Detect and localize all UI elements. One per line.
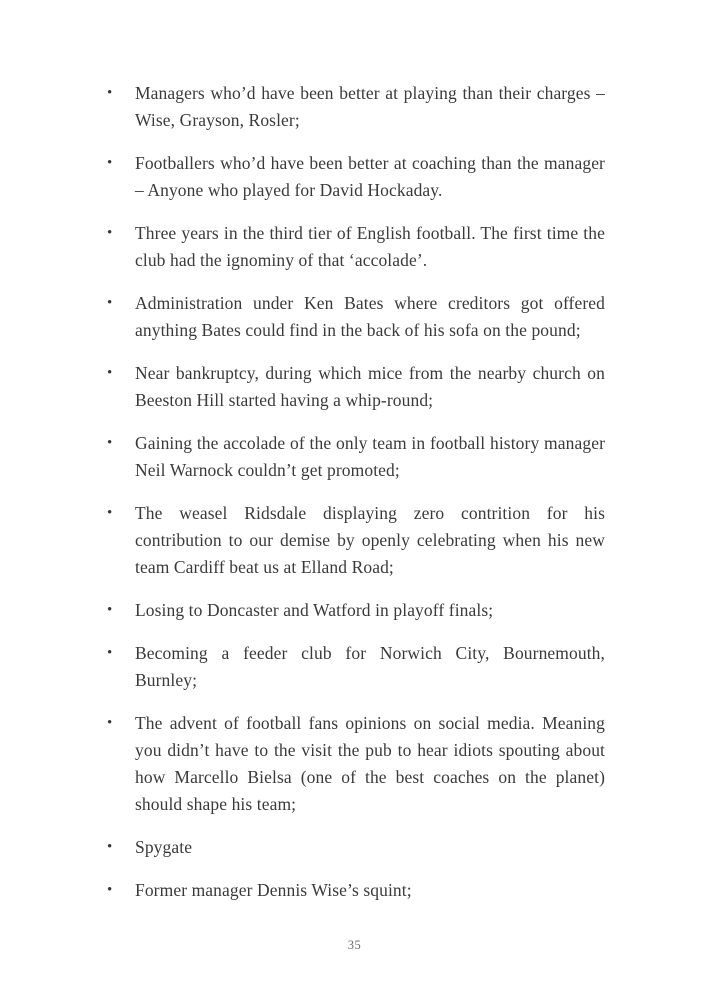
page-footer xyxy=(0,936,709,954)
bullet-text: The weasel Ridsdale displaying zero contrition for his contribution to our demise by openly celebrating when his new team Cardiff beat us at Elland Road; xyxy=(135,503,605,577)
bullet-icon: • xyxy=(107,505,113,521)
bullet-icon: • xyxy=(107,365,113,381)
bullet-text: Three years in the third tier of English football. The first time the club had the ignominy of that ‘accolade’. xyxy=(135,223,605,270)
bullet-icon: • xyxy=(107,602,113,618)
list-item xyxy=(105,834,605,861)
bullet-icon: • xyxy=(107,85,113,101)
bullet-text: Near bankruptcy, during which mice from the nearby church on Beeston Hill started having a whip-round; xyxy=(135,363,605,410)
bullet-icon: • xyxy=(107,295,113,311)
list-item xyxy=(105,877,605,904)
bullet-text: The advent of football fans opinions on social media. Meaning you didn’t have to the visit the pub to hear idiots spouting about how Marcello Bielsa (one of the best coaches on the planet) should shape his team; xyxy=(135,713,605,814)
list-item xyxy=(105,220,605,274)
bullet-text: Losing to Doncaster and Watford in playoff finals; xyxy=(135,600,494,620)
bullet-icon: • xyxy=(107,882,113,898)
list-item xyxy=(105,80,605,134)
page-number: 35 xyxy=(347,938,362,952)
list-item xyxy=(105,710,605,818)
bullet-icon: • xyxy=(107,715,113,731)
bullet-text: Footballers who’d have been better at coaching than the manager – Anyone who played for David Hockaday. xyxy=(135,153,605,200)
list-item xyxy=(105,150,605,204)
list-item xyxy=(105,430,605,484)
bullet-text: Gaining the accolade of the only team in football history manager Neil Warnock couldn’t get promoted; xyxy=(135,433,605,480)
bullet-text: Former manager Dennis Wise’s squint; xyxy=(135,880,412,900)
bullet-list xyxy=(105,80,605,904)
bullet-icon: • xyxy=(107,225,113,241)
list-item xyxy=(105,500,605,581)
bullet-text: Managers who’d have been better at playing than their charges – Wise, Grayson, Rosler; xyxy=(135,83,605,130)
text-block xyxy=(105,80,605,904)
bullet-text: Spygate xyxy=(135,837,193,857)
list-item xyxy=(105,360,605,414)
list-item xyxy=(105,290,605,344)
bullet-text: Becoming a feeder club for Norwich City, Bournemouth, Burnley; xyxy=(135,643,605,690)
list-item xyxy=(105,597,605,624)
list-item xyxy=(105,640,605,694)
bullet-icon: • xyxy=(107,155,113,171)
bullet-icon: • xyxy=(107,839,113,855)
bullet-text: Administration under Ken Bates where creditors got offered anything Bates could find in the back of his sofa on the pound; xyxy=(135,293,605,340)
bullet-icon: • xyxy=(107,435,113,451)
bullet-icon: • xyxy=(107,645,113,661)
